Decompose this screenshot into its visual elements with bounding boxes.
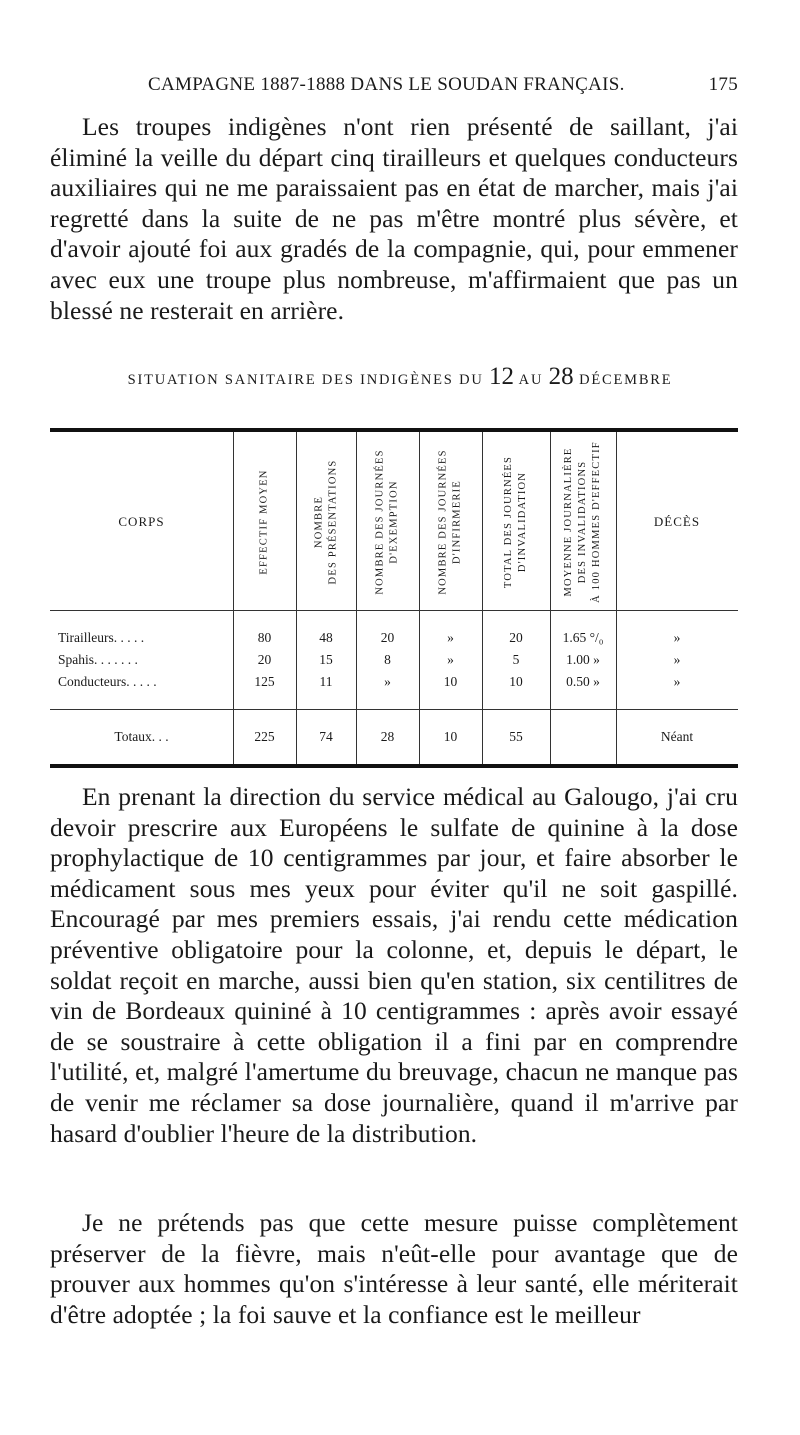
table-cell: » [384, 674, 391, 689]
paragraph-2: En prenant la direction du service médical au Galougo, j'ai cru devoir prescrire aux Européens le sulfate de quinine à la dose prophylactique de 10 centigrammes par jour, et faire absorber le médicament sous mes yeux pour éviter qu'il ne soit gaspillé. Encouragé par mes premiers essais, j'ai rendu cette médication préventive obligatoire pour la colonne, et, depuis le départ, le soldat reçoit en marche, aussi bien qu'en station, six centilitres de vin de Bordeaux quininé à 10 centigrammes : après avoir essayé de se soustraire à cette obligation il a fini par en comprendre l'utilité, et, malgré l'amertume du breuvage, chacun ne manque pas de venir me réclamer sa dose journalière, quand il m'arrive par hasard d'oublier l'heure de la distribution. [50, 782, 738, 1148]
table-cell: Spahis. . . . . . . [58, 652, 138, 667]
table-header-label: NOMBRE DES JOURNÉES D'INFIRMERIE [437, 449, 463, 595]
table-cell: 11 [319, 674, 333, 689]
table-header-cell [50, 438, 233, 606]
page-number: 175 [708, 74, 738, 95]
table-header-label: MOYENNE JOURNALIÈRE DES INVALIDATIONS À 100 HOMMES D'EFFECTIF [563, 441, 603, 603]
table-cell: 1.65 °/₀ [562, 630, 604, 645]
table-header-cell [356, 438, 419, 606]
table-cell: 20 [509, 630, 523, 645]
table-header-label: EFFECTIF MOYEN [258, 469, 270, 575]
table-header-cell [550, 438, 616, 606]
running-head-title: CAMPAGNE 1887-1888 DANS LE SOUDAN FRANÇAIS. [148, 74, 625, 95]
table-title-prefix: SITUATION SANITAIRE DES INDIGÈNES DU [127, 372, 490, 388]
table-cell: 10 [509, 674, 523, 689]
table-cell: 0.50 » [566, 674, 600, 689]
table-cell: » [447, 630, 454, 645]
table-cell: » [673, 652, 681, 667]
table-cell: Conducteurs. . . . . [58, 674, 157, 689]
table-header-cell [233, 438, 296, 606]
table-title-suffix: DÉCEMBRE [573, 372, 673, 388]
table-header-label: TOTAL DES JOURNÉES D'INVALIDATION [503, 455, 528, 589]
table-header-label: CORPS [118, 514, 165, 529]
table-cell: 8 [384, 652, 391, 667]
table-totals-cell: Néant [660, 729, 694, 744]
table-cell: 20 [380, 630, 395, 645]
table-row-rule [50, 709, 738, 710]
table-title-to: 28 [548, 363, 574, 390]
sanitary-table [50, 428, 738, 768]
table-cell: » [673, 630, 681, 645]
table-totals-cell: 28 [380, 729, 395, 744]
table-header-label: NOMBRE DES PRÉSENTATIONS [313, 459, 338, 585]
paragraph-1: Les troupes indigènes n'ont rien présenté de saillant, j'ai éliminé la veille du départ cinq tirailleurs et quelques conducteurs auxiliaires qui ne me paraissaient pas en état de marcher, mais j'ai regretté dans la suite de ne pas m'être montré plus sévère, et d'avoir ajouté foi aux gradés de la compagnie, qui, pour emmener avec eux une troupe plus nombreuse, m'affirmaient que pas un blessé ne resterait en arrière. [50, 112, 738, 325]
table-totals-cell: 55 [509, 729, 523, 744]
table-header-cell [616, 438, 738, 606]
table-header-label: NOMBRE DES JOURNÉES D'EXEMPTION [374, 449, 400, 595]
table-title-from: 12 [489, 363, 515, 390]
table-cell: 1.00 » [566, 652, 600, 667]
paragraph-3: Je ne prétends pas que cette mesure puisse complètement préserver de la fièvre, mais n'eût-elle pour avantage que de prouver aux hommes qu'on s'intéresse à leur santé, elle mériterait d'être adoptée ; la foi sauve et la confiance est le meilleur [50, 1208, 738, 1329]
table-totals-cell: Totaux. . . [114, 729, 169, 744]
table-cell: 5 [512, 652, 520, 667]
table-header-label: DÉCÈS [653, 514, 701, 529]
table-header-cell [419, 438, 482, 606]
running-head [148, 74, 738, 102]
table-header-cell [482, 438, 550, 606]
table-totals-cell: 10 [443, 729, 458, 744]
table-cell: 48 [319, 630, 333, 645]
table-title-mid: AU [514, 372, 549, 388]
table-header-cell [296, 438, 356, 606]
table-title [62, 363, 738, 391]
table-row-rule [50, 610, 738, 611]
table-cell: 80 [257, 630, 272, 645]
table-cell: 10 [443, 674, 458, 689]
table-cell: » [447, 652, 454, 667]
table-totals-cell: 225 [254, 729, 275, 744]
table-cell: Tirailleurs. . . . . [58, 630, 145, 645]
table-cell: 20 [257, 652, 272, 667]
table-cell: 15 [319, 652, 333, 667]
table-cell: » [673, 674, 681, 689]
table-cell: 125 [254, 674, 275, 689]
table-totals-cell: 74 [319, 729, 333, 744]
